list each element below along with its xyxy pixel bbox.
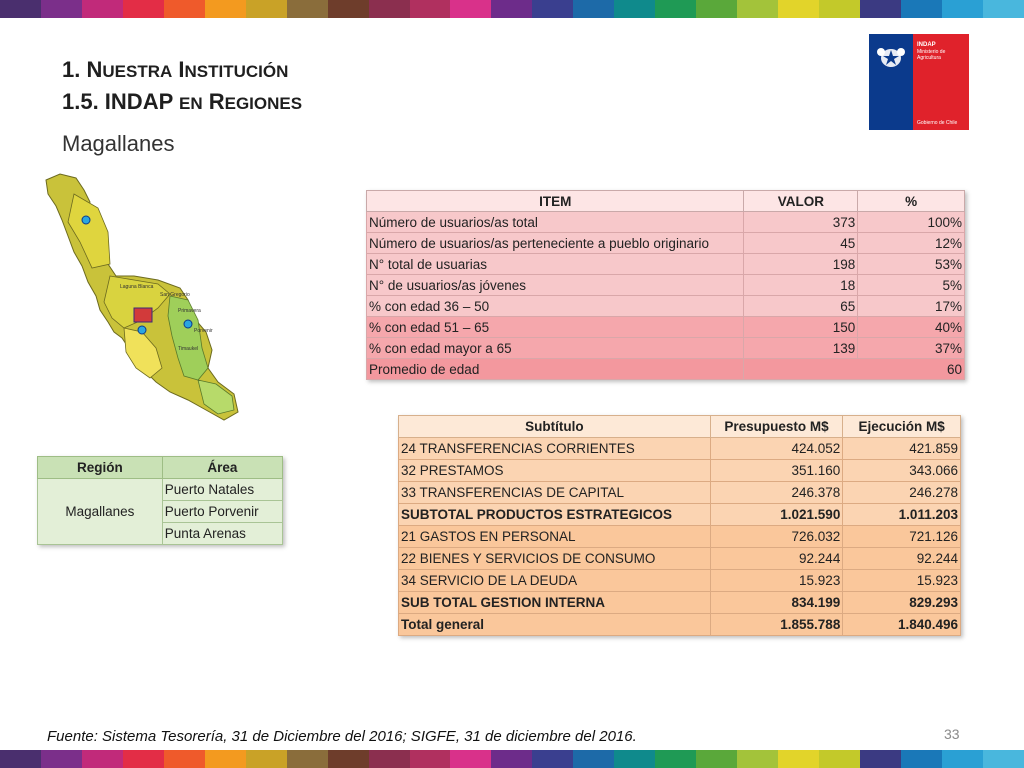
stripe-segment <box>82 0 123 18</box>
map-label-timaukel: Timaukel <box>178 346 199 352</box>
stripe-segment <box>287 750 328 768</box>
table-row-subtotal: SUBTOTAL PRODUCTOS ESTRATEGICOS 1.021.590 1.011.203 <box>399 504 961 526</box>
region-cell: Magallanes <box>38 479 163 545</box>
region-area-table <box>37 456 283 545</box>
table-row-total: Total general 1.855.788 1.840.496 <box>399 614 961 636</box>
stripe-segment <box>205 0 246 18</box>
map-label-porvenir: Porvenir <box>194 328 213 334</box>
logo-ministry: Ministerio de Agricultura <box>917 49 946 61</box>
stripe-segment <box>819 0 860 18</box>
table-row: % con edad 51 – 65 150 40% <box>367 317 965 338</box>
stripe-segment <box>778 750 819 768</box>
punta-arenas-marker <box>138 326 146 334</box>
stripe-segment <box>369 0 410 18</box>
map-label-san-gregorio: San Gregorio <box>160 292 190 298</box>
stripe-segment <box>573 0 614 18</box>
table-row: % con edad mayor a 65 139 37% <box>367 338 965 359</box>
stripe-segment <box>41 0 82 18</box>
table-row-subtotal: SUB TOTAL GESTION INTERNA 834.199 829.293 <box>399 592 961 614</box>
page-title <box>62 55 302 119</box>
stripe-segment <box>328 750 369 768</box>
stripe-segment <box>778 0 819 18</box>
title-line-1: 1. NUESTRA INSTITUCIÓN <box>62 57 289 82</box>
stripe-segment <box>983 0 1024 18</box>
stripe-segment <box>573 750 614 768</box>
map-label-primavera: Primavera <box>178 308 201 314</box>
area-cell: Puerto Natales <box>162 479 282 501</box>
stripe-segment <box>737 0 778 18</box>
stripe-segment <box>942 0 983 18</box>
logo-government: Gobierno de Chile <box>917 120 958 126</box>
stripe-segment <box>123 750 164 768</box>
stripe-segment <box>491 750 532 768</box>
table-row: 32 PRESTAMOS 351.160 343.066 <box>399 460 961 482</box>
stripe-segment <box>450 0 491 18</box>
stripe-segment <box>450 750 491 768</box>
table-row: N° de usuarios/as jóvenes 18 5% <box>367 275 965 296</box>
stripe-segment <box>328 0 369 18</box>
stripe-segment <box>614 750 655 768</box>
col-header-region: Región <box>38 457 163 479</box>
stripe-segment <box>491 0 532 18</box>
stripe-segment <box>860 750 901 768</box>
presupuesto-table <box>398 415 961 636</box>
top-color-stripe <box>0 0 1024 18</box>
table-row: Número de usuarios/as total 373 100% <box>367 212 965 233</box>
stripe-segment <box>410 0 451 18</box>
stripe-segment <box>0 0 41 18</box>
table-row: N° total de usuarias 198 53% <box>367 254 965 275</box>
logo-org: INDAP <box>917 42 936 48</box>
col-header-area: Área <box>162 457 282 479</box>
stripe-segment <box>901 0 942 18</box>
logo-blue-panel <box>869 34 913 130</box>
region-map <box>38 172 248 424</box>
stripe-segment <box>696 750 737 768</box>
bottom-color-stripe <box>0 750 1024 768</box>
stripe-segment <box>532 750 573 768</box>
title-line-2: 1.5. INDAP EN REGIONES <box>62 89 303 114</box>
stripe-segment <box>123 0 164 18</box>
stripe-segment <box>655 0 696 18</box>
house-icon <box>134 308 152 322</box>
col-header-percent: % <box>858 191 965 212</box>
area-cell: Punta Arenas <box>162 523 282 545</box>
stripe-segment <box>164 0 205 18</box>
col-header-subtitulo: Subtítulo <box>399 416 711 438</box>
table-row: % con edad 36 – 50 65 17% <box>367 296 965 317</box>
table-row: 21 GASTOS EN PERSONAL 726.032 721.126 <box>399 526 961 548</box>
stripe-segment <box>901 750 942 768</box>
table-row: 33 TRANSFERENCIAS DE CAPITAL 246.378 246.278 <box>399 482 961 504</box>
indap-logo <box>869 34 969 130</box>
stripe-segment <box>983 750 1024 768</box>
table-row: 22 BIENES Y SERVICIOS DE CONSUMO 92.244 92.244 <box>399 548 961 570</box>
stripe-segment <box>655 750 696 768</box>
table-row <box>38 479 283 501</box>
table-row-average: Promedio de edad 60 <box>367 359 965 380</box>
source-footnote: Fuente: Sistema Tesorería, 31 de Diciembre del 2016; SIGFE, 31 de diciembre del 2016. <box>47 728 637 745</box>
col-header-presupuesto: Presupuesto M$ <box>710 416 843 438</box>
page-number: 33 <box>944 726 960 742</box>
stripe-segment <box>860 0 901 18</box>
stripe-segment <box>614 0 655 18</box>
stripe-segment <box>205 750 246 768</box>
stripe-segment <box>246 0 287 18</box>
region-subtitle: Magallanes <box>62 131 175 156</box>
stripe-segment <box>696 0 737 18</box>
stripe-segment <box>0 750 41 768</box>
table-row: 24 TRANSFERENCIAS CORRIENTES 424.052 421.859 <box>399 438 961 460</box>
col-header-valor: VALOR <box>744 191 858 212</box>
table-row: Número de usuarios/as perteneciente a pueblo originario 45 12% <box>367 233 965 254</box>
chile-crest-icon <box>875 42 907 72</box>
stripe-segment <box>410 750 451 768</box>
col-header-item: ITEM <box>367 191 744 212</box>
stripe-segment <box>737 750 778 768</box>
usuarios-table <box>366 190 965 380</box>
area-cell: Puerto Porvenir <box>162 501 282 523</box>
stripe-segment <box>819 750 860 768</box>
puerto-porvenir-marker <box>184 320 192 328</box>
stripe-segment <box>246 750 287 768</box>
puerto-natales-marker <box>82 216 90 224</box>
logo-red-panel <box>913 34 969 130</box>
stripe-segment <box>82 750 123 768</box>
table-row: 34 SERVICIO DE LA DEUDA 15.923 15.923 <box>399 570 961 592</box>
map-label-laguna-blanca: Laguna Blanca <box>120 284 154 290</box>
stripe-segment <box>942 750 983 768</box>
stripe-segment <box>41 750 82 768</box>
stripe-segment <box>287 0 328 18</box>
stripe-segment <box>164 750 205 768</box>
stripe-segment <box>532 0 573 18</box>
stripe-segment <box>369 750 410 768</box>
col-header-ejecucion: Ejecución M$ <box>843 416 961 438</box>
